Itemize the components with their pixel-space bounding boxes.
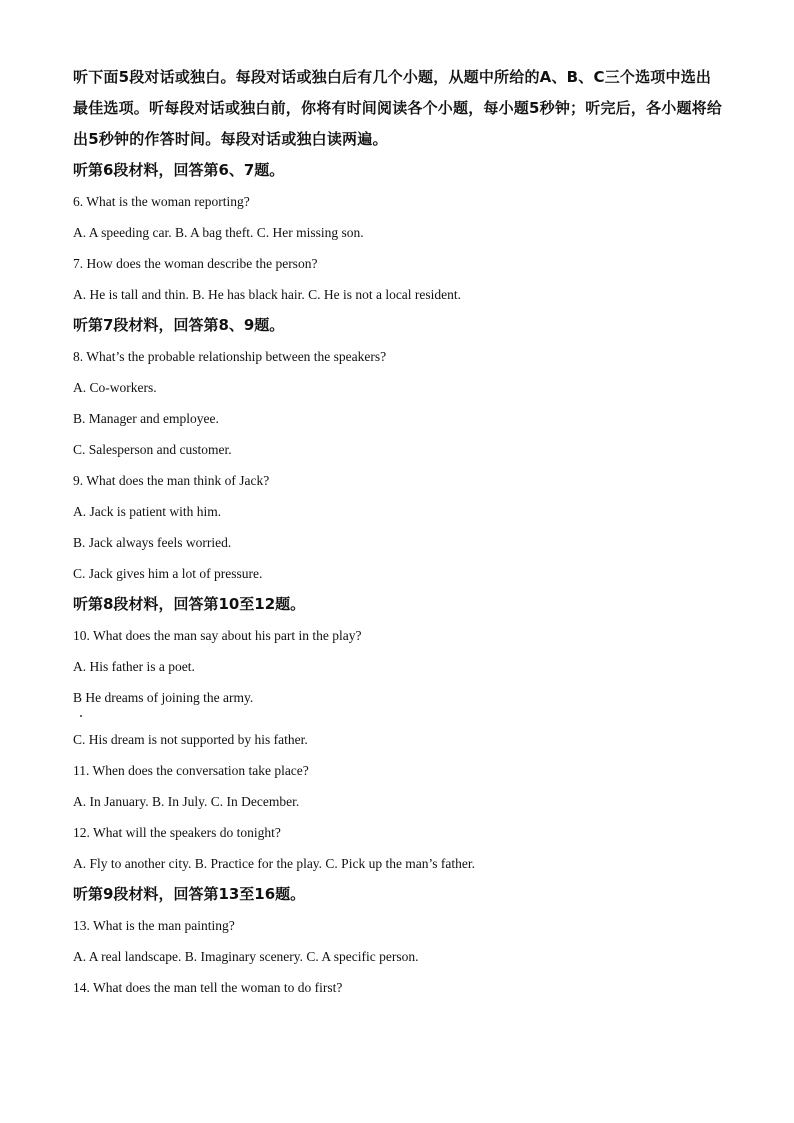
option-10a: A. His father is a poet. bbox=[73, 659, 195, 674]
question-9: 9. What does the man think of Jack? bbox=[73, 473, 270, 488]
options-11: A. In January. B. In July. C. In December. bbox=[73, 794, 300, 809]
question-12: 12. What will the speakers do tonight? bbox=[73, 825, 281, 840]
section-heading-9: 听第9段材料，回答第13至16题。 bbox=[73, 885, 306, 903]
option-8c: C. Salesperson and customer. bbox=[73, 442, 232, 457]
stray-dot-mark bbox=[80, 715, 82, 717]
options-6: A. A speeding car. B. A bag theft. C. Her missing son. bbox=[73, 225, 364, 240]
option-8a: A. Co-workers. bbox=[73, 380, 157, 395]
question-8: 8. What’s the probable relationship between the speakers? bbox=[73, 349, 387, 364]
options-12: A. Fly to another city. B. Practice for the play. C. Pick up the man’s father. bbox=[73, 856, 476, 871]
question-10: 10. What does the man say about his part in the play? bbox=[73, 628, 362, 643]
question-11: 11. When does the conversation take place? bbox=[73, 763, 309, 778]
option-9a: A. Jack is patient with him. bbox=[73, 504, 222, 519]
option-8b: B. Manager and employee. bbox=[73, 411, 219, 426]
question-13: 13. What is the man painting? bbox=[73, 918, 235, 933]
option-9c: C. Jack gives him a lot of pressure. bbox=[73, 566, 263, 581]
question-6: 6. What is the woman reporting? bbox=[73, 194, 250, 209]
option-10c: C. His dream is not supported by his father. bbox=[73, 732, 308, 747]
options-13: A. A real landscape. B. Imaginary scenery. C. A specific person. bbox=[73, 949, 419, 964]
document-page bbox=[73, 62, 723, 1003]
section-heading-7: 听第7段材料，回答第8、9题。 bbox=[73, 316, 285, 334]
question-14: 14. What does the man tell the woman to do first? bbox=[73, 980, 343, 995]
section-heading-8: 听第8段材料，回答第10至12题。 bbox=[73, 595, 306, 613]
question-7: 7. How does the woman describe the person? bbox=[73, 256, 318, 271]
instructions-paragraph: 听下面5段对话或独白。每段对话或独白后有几个小题，从题中所给的A、B、C三个选项中选出最佳选项。听每段对话或独白前，你将有时间阅读各个小题，每小题5秒钟；听完后，各小题将给出5秒钟的作答时间。每段对话或独白读两遍。 bbox=[73, 68, 723, 148]
options-7: A. He is tall and thin. B. He has black hair. C. He is not a local resident. bbox=[73, 287, 462, 302]
section-heading-6: 听第6段材料，回答第6、7题。 bbox=[73, 161, 285, 179]
option-9b: B. Jack always feels worried. bbox=[73, 535, 232, 550]
option-10b: B He dreams of joining the army. bbox=[73, 690, 254, 705]
